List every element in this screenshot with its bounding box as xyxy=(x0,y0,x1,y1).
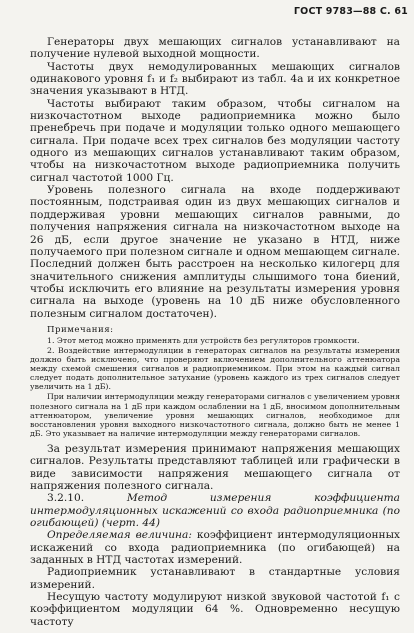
note: 1. Этот метод можно применять для устройств без регуляторов громкости. xyxy=(47,335,360,345)
section-heading xyxy=(30,492,400,529)
definition-text: коэффициент интермодуляционных искажений со входа радиоприемника (по огибающей) на заданных в НТД частотах измерений. xyxy=(30,529,400,567)
text-column xyxy=(30,36,400,628)
section-title: Метод измерения коэффициента интермодуляционных искажений со входа радиоприемника (по огибающей) (черт. 44) xyxy=(30,492,400,529)
page-header: ГОСТ 9783—88 С. 61 xyxy=(293,6,408,17)
paragraph: Радиоприемник устанавливают в стандартные условия измерений. xyxy=(30,566,400,591)
notes-heading: Примечания: xyxy=(47,324,114,335)
note: При наличии интермодуляции между генераторами сигналов с увеличением уровня полезного сигнала на 1 дБ при каждом ослаблении на 1 дБ, вносимом дополнительным аттенюатором, увеличение уровня мешающих сигналов, необходимое для восстановления уровня выходного низкочастотного сигнала, должно быть не менее 1 дБ. Это указывает на наличие интермодуляции между генераторами сигналов. xyxy=(30,392,400,438)
definition-term: Определяемая величина: xyxy=(47,529,192,542)
paragraph: Генераторы двух мешающих сигналов устанавливают на получение нулевой выходной мощности. xyxy=(30,36,400,61)
paragraph: За результат измерения принимают напряжения мешающих сигналов. Результаты представляют таблицей или графически в виде зависимости напряжения мешающего сигнала от напряжения полезного сигнала. xyxy=(30,442,400,492)
definition xyxy=(30,529,400,566)
paragraph: Уровень полезного сигнала на входе поддерживают постоянным, подстраивая один из двух мешающих сигналов и поддерживая уровни мешающих сигналов равными, до получения напряжения сигнала на низкочастотном выходе на 26 дБ, если другое значение не указано в НТД, ниже получаемого при полезном сигнале и одном мешающем сигнале. Последний должен быть расстроен на несколько килогерц для значительного снижения амплитуды слышимого тона биений, чтобы исключить его влияние на результаты измерения уровня сигнала на выходе (уровень на 10 дБ ниже обусловленного полезным сигналом достаточен). xyxy=(30,184,401,320)
section-number: 3.2.10. xyxy=(47,492,85,505)
paragraph: Несущую частоту модулируют низкой звуковой частотой f₁ с коэффициентом модуляции 64 %. Одновременно несущую частоту xyxy=(30,591,400,628)
paragraph: Частоты двух немодулированных мешающих сигналов одинакового уровня f₁ и f₂ выбирают из табл. 4а и их конкретное значения указывают в НТД. xyxy=(30,60,400,98)
paragraph: Частоты выбирают таким образом, чтобы сигналом на низкочастотном выходе радиоприемника можно было пренебречь при подаче и модуляции только одного мешающего сигнала. При подаче всех трех сигналов без модуляции частоту одного из мешающих сигналов устанавливают таким образом, чтобы на низкочастотном выходе радиоприемника получить сигнал частотой 1000 Гц. xyxy=(30,97,400,184)
note: 2. Воздействие интермодуляции в генераторах сигналов на результаты измерения должно быть исключено, что проверяют включением дополнительного аттенюатора между схемой смешения сигналов и радиоприемником. При этом на каждый сигнал следует подать дополнительное затухание (уровень каждого из трех сигналов следует увеличить на 1 дБ). xyxy=(30,346,400,392)
